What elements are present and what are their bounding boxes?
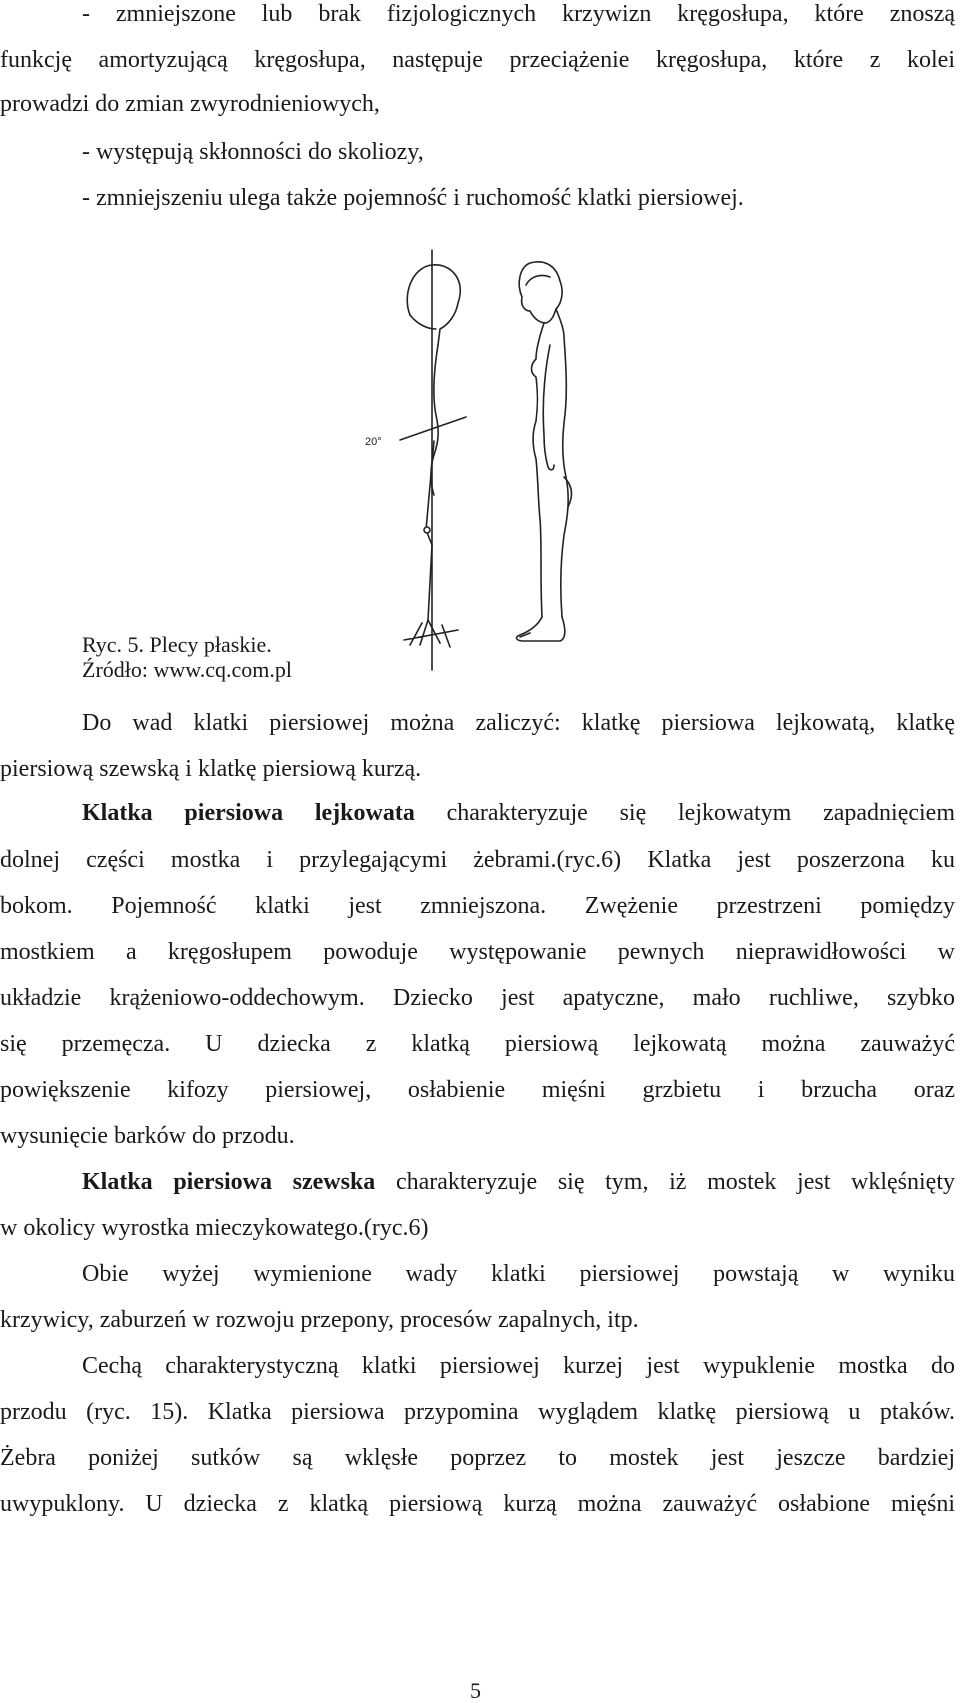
para2-line-1: Klatka piersiowa lejkowata charakteryzuje się lejkowatym zapadnięciem <box>82 800 955 826</box>
para2-line-8: wysunięcie barków do przodu. <box>0 1123 295 1149</box>
para4-line-1: Obie wyżej wymienione wady klatki piersiowej powstają w wyniku <box>82 1261 955 1287</box>
pelvis-tilt-line <box>400 417 466 440</box>
para5-line-4: uwypuklony. U dziecka z klatką piersiową kurzą można zauważyć osłabione mięśni <box>0 1491 955 1517</box>
para2-line-2: dolnej części mostka i przylegającymi żebrami.(ryc.6) Klatka jest poszerzona ku <box>0 847 955 873</box>
knee-joint <box>424 527 430 533</box>
intro-line-1: - zmniejszone lub brak fizjologicznych krzywizn kręgosłupa, które znoszą <box>82 1 955 27</box>
intro-line-3: prowadzi do zmian zwyrodnieniowych, <box>0 91 380 117</box>
para1-line-2: piersiową szewską i klatkę piersiową kurzą. <box>0 756 422 782</box>
angle-label: 20° <box>365 436 382 448</box>
para2-line-7: powiększenie kifozy piersiowej, osłabienie mięśni grzbietu i brzucha oraz <box>0 1077 955 1103</box>
figure-caption: Ryc. 5. Plecy płaskie. <box>82 632 272 657</box>
woman-profile-outline <box>517 262 572 641</box>
intro-line-2: funkcję amortyzującą kręgosłupa, następuje przeciążenie kręgosłupa, które z kolei <box>0 47 955 73</box>
para4-line-2: krzywicy, zaburzeń w rozwoju przepony, procesów zapalnych, itp. <box>0 1307 639 1333</box>
figure-source: Źródło: www.cq.com.pl <box>82 657 292 682</box>
skeleton-foot-base <box>404 620 458 647</box>
para2-line-3: bokom. Pojemność klatki jest zmniejszona. Zwężenie przestrzeni pomiędzy <box>0 893 955 919</box>
term-szewska: Klatka piersiowa szewska <box>82 1169 376 1195</box>
para2-line-6: się przemęcza. U dziecka z klatką piersiową lejkowatą można zauważyć <box>0 1031 955 1057</box>
para1-line-1: Do wad klatki piersiowej można zaliczyć: klatkę piersiowa lejkowatą, klatkę <box>82 710 955 736</box>
skeleton-head <box>407 265 460 345</box>
para3-line-2: w okolicy wyrostka mieczykowatego.(ryc.6) <box>0 1215 429 1241</box>
para3-line-1: Klatka piersiowa szewska charakteryzuje się tym, iż mostek jest wklęśnięty <box>82 1169 956 1195</box>
intro-line-5: - zmniejszeniu ulega także pojemność i ruchomość klatki piersiowej. <box>82 185 744 211</box>
page-number: 5 <box>470 1678 481 1703</box>
flat-back-posture-figure <box>365 245 620 675</box>
para2-line-5: układzie krążeniowo-oddechowym. Dziecko jest apatyczne, mało ruchliwe, szybko <box>0 985 955 1011</box>
para5-line-1: Cechą charakterystyczną klatki piersiowej kurzej jest wypuklenie mostka do <box>82 1353 955 1379</box>
intro-line-4: - występują skłonności do skoliozy, <box>82 139 424 165</box>
para5-line-2: przodu (ryc. 15). Klatka piersiowa przypomina wyglądem klatkę piersiową u ptaków. <box>0 1399 955 1425</box>
para2-line-4: mostkiem a kręgosłupem powoduje występowanie pewnych nieprawidłowości w <box>0 939 955 965</box>
para5-line-3: Żebra poniżej sutków są wklęsłe poprzez to mostek jest jeszcze bardziej <box>0 1445 955 1471</box>
term-lejkowata: Klatka piersiowa lejkowata <box>82 800 415 826</box>
